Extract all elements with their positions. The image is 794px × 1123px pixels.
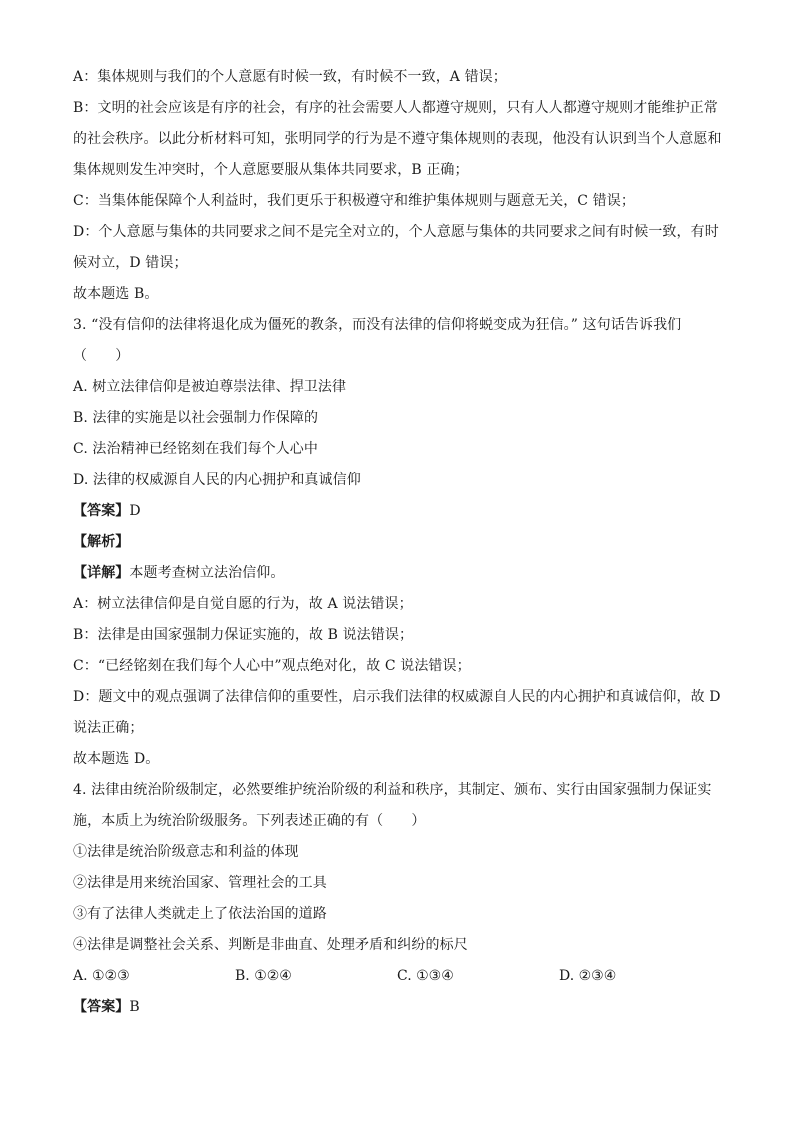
question-4-option-c: C. ①③④ [397, 968, 454, 984]
question-4-statement-4: ④法律是调整社会关系、判断是非曲直、处理矛盾和纠纷的标尺 [73, 937, 468, 953]
question-3-option-b: B. 法律的实施是以社会强制力作保障的 [73, 410, 319, 426]
answer-tag: 【答案】 [73, 999, 130, 1015]
analysis-option-b: B：文明的社会应该是有序的社会，有序的社会需要人人都遵守规则，只有人人都遵守规则才能维护正常 [73, 100, 718, 116]
analysis-tag: 【解析】 [73, 534, 130, 550]
analysis-option-d: D：题文中的观点强调了法律信仰的重要性，启示我们法律的权威源自人民的内心拥护和真诚信仰，故 D [73, 689, 721, 705]
answer-line [73, 496, 723, 527]
analysis-option-d-cont: 说法正确； [73, 720, 144, 736]
question-4-stem-cont: 施，本质上为统治阶级服务。下列表述正确的有（ ） [73, 813, 426, 829]
conclusion: 故本题选 B。 [73, 286, 159, 302]
question-4-options [73, 961, 723, 992]
answer-value: B [129, 999, 140, 1015]
question-4-option-a: A. ①②③ [73, 968, 130, 984]
detail-tag: 【详解】 [73, 565, 130, 581]
analysis-option-d-cont: 候对立，D 错误； [73, 255, 188, 271]
question-4-statement-2: ②法律是用来统治国家、管理社会的工具 [73, 875, 327, 891]
question-3-option-d: D. 法律的权威源自人民的内心拥护和真诚信仰 [73, 472, 361, 488]
question-3-stem: 3. “没有信仰的法律将退化成为僵死的教条，而没有法律的信仰将蜕变成为狂信。” 这句话告诉我们 [73, 317, 682, 333]
analysis-option-a: A：树立法律信仰是自觉自愿的行为，故 A 说法错误； [73, 596, 413, 612]
question-4-stem: 4. 法律由统治阶级制定，必然要维护统治阶级的利益和秩序，其制定、颁布、实行由国家强制力保证实 [73, 782, 712, 798]
question-4-statement-3: ③有了法律人类就走上了依法治国的道路 [73, 906, 327, 922]
question-3-option-c: C. 法治精神已经铭刻在我们每个人心中 [73, 441, 319, 457]
analysis-line [73, 527, 723, 558]
analysis-option-c: C：当集体能保障个人利益时，我们更乐于积极遵守和维护集体规则与题意无关，C 错误； [73, 193, 635, 209]
analysis-option-c: C：“已经铭刻在我们每个人心中”观点绝对化，故 C 说法错误； [73, 658, 471, 674]
detail-text: 本题考查树立法治信仰。 [129, 565, 285, 581]
document-page [73, 62, 723, 1023]
answer-line [73, 992, 723, 1023]
conclusion: 故本题选 D。 [73, 751, 160, 767]
analysis-option-b-cont: 集体规则发生冲突时，个人意愿要服从集体共同要求，B 正确； [73, 162, 469, 178]
analysis-option-a: A：集体规则与我们的个人意愿有时候一致，有时候不一致，A 错误； [73, 69, 507, 85]
question-4-option-b: B. ①②④ [235, 968, 292, 984]
answer-tag: 【答案】 [73, 503, 130, 519]
question-3-option-a: A. 树立法律信仰是被迫尊崇法律、捍卫法律 [73, 379, 347, 395]
analysis-option-b-cont: 的社会秩序。以此分析材料可知，张明同学的行为是不遵守集体规则的表现，他没有认识到当个人意愿和 [73, 131, 722, 147]
analysis-option-b: B：法律是由国家强制力保证实施的，故 B 说法错误； [73, 627, 414, 643]
detail-line [73, 558, 723, 589]
question-3-blank: （ ） [73, 348, 130, 364]
question-4-statement-1: ①法律是统治阶级意志和利益的体现 [73, 844, 299, 860]
answer-value: D [129, 503, 141, 519]
question-4-option-d: D. ②③④ [559, 968, 617, 984]
analysis-option-d: D：个人意愿与集体的共同要求之间不是完全对立的，个人意愿与集体的共同要求之间有时候一致，有时 [73, 224, 719, 240]
